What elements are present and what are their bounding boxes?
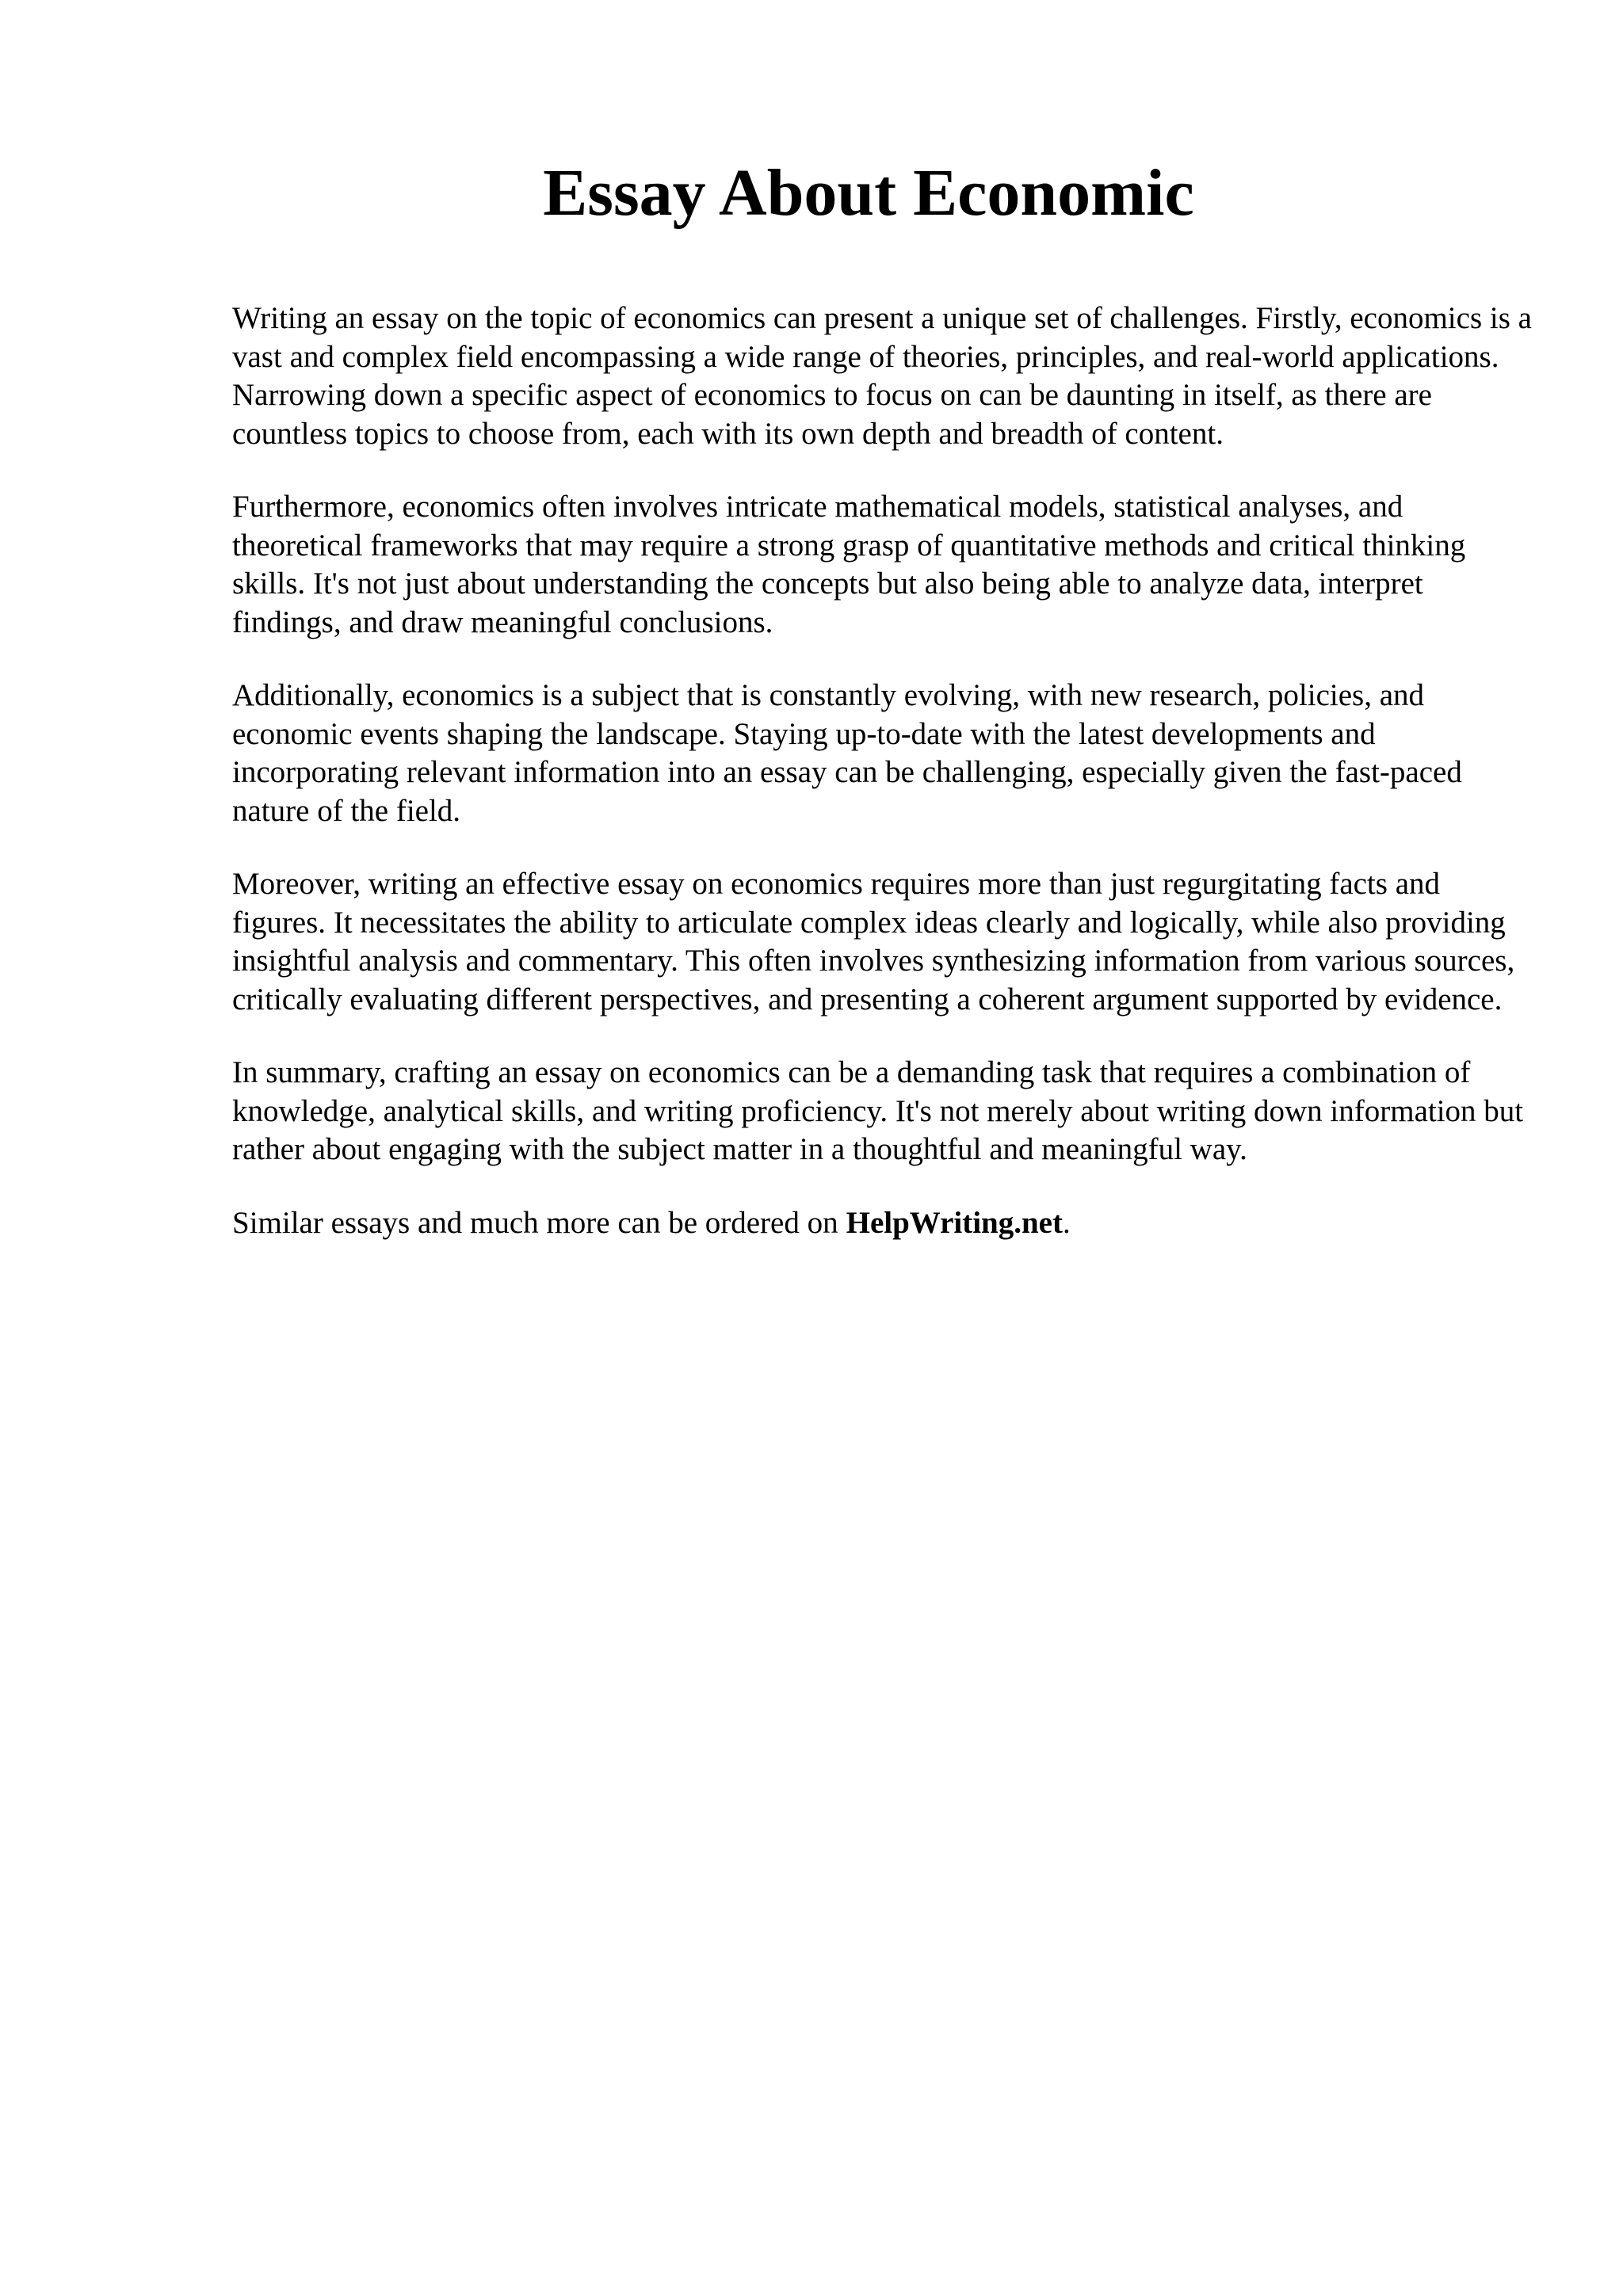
footer-period: . [1062,1205,1071,1240]
paragraph-5: In summary, crafting an essay on economics can be a demanding task that requires a combination of knowledge, analytical skills, and writing proficiency. It's not merely about writing down information but rather about engaging with the subject matter in a thoughtful and meaningful way. [232,1055,1524,1166]
essay-body [232,299,1532,1242]
paragraph-4: Moreover, writing an effective essay on economics requires more than just regurgitating facts and figures. It necessitates the ability to articulate complex ideas clearly and logically, while also providing insightful analysis and commentary. This often involves synthesizing information from various sources, critically evaluating different perspectives, and presenting a coherent argument supported by evidence. [232,867,1515,1016]
footer-line [232,1204,1532,1243]
footer-text: Similar essays and much more can be ordered on [232,1205,838,1240]
helpwriting-link[interactable]: HelpWriting.net [846,1205,1063,1240]
paragraph-2: Furthermore, economics often involves intricate mathematical models, statistical analyses, and theoretical frameworks that may require a strong grasp of quantitative methods and critical thinking skills. It's not just about understanding the concepts but also being able to analyze data, interpret findings, and draw meaningful conclusions. [232,490,1466,639]
paragraph-3: Additionally, economics is a subject that is constantly evolving, with new research, policies, and economic events shaping the landscape. Staying up-to-date with the latest developments and incorporating relevant information into an essay can be challenging, especially given the fast-paced nature of the field. [232,678,1462,828]
paragraph-1: Writing an essay on the topic of economics can present a unique set of challenges. Firstly, economics is a vast and complex field encompassing a wide range of theories, principles, and real-world applications. Narrowing down a specific aspect of economics to focus on can be daunting in itself, as there are countless topics to choose from, each with its own depth and breadth of content. [232,301,1532,451]
page-title: Essay About Economic [543,156,1194,230]
